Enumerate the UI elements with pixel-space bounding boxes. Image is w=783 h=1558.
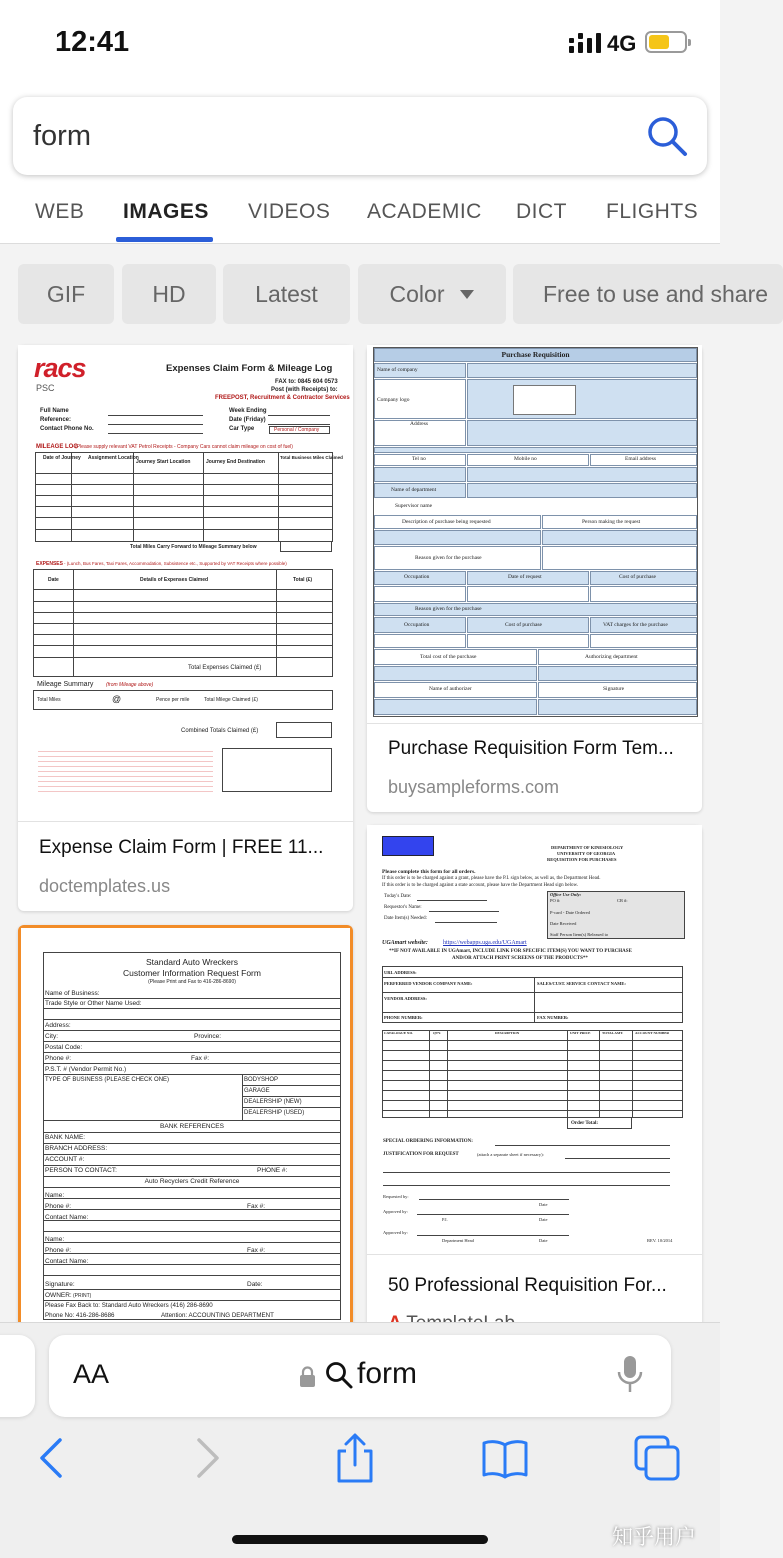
credit-name-1: Name: [45,1192,65,1199]
address-bar[interactable] [49,1335,671,1417]
result-thumbnail[interactable] [21,928,350,1328]
credit-phone-2: Phone #: [45,1247,72,1254]
pr-vat: VAT charges for the purchase [603,622,668,628]
uga-date-2: Date [539,1217,548,1222]
row-date: Date: [247,1281,263,1288]
mileage-summary-label: Mileage Summary [37,681,94,688]
share-icon[interactable] [330,1433,380,1483]
uga-justification: JUSTIFICATION FOR REQUEST [383,1152,459,1157]
pr-date-of-request: Date of request [508,574,542,580]
filter-label: Color [389,280,445,307]
search-box [13,97,707,175]
pr-authorizing-dept: Authorizing department [585,654,638,660]
field-reference: Reference: [40,417,72,423]
uga-vendor-company: PERFERRED VENDOR COMPANY NAME: [384,981,473,986]
uga-date-received: Date Received [550,921,577,926]
uga-sales: SALES/CUST. SERVICE CONTACT NAME: [537,981,626,986]
tab-flights[interactable]: FLIGHTS [606,200,699,223]
pr-signature: Signature [603,686,625,692]
address-line: FREEPOST, Recruitment & Contractor Services [215,395,350,401]
row-bank-name: BANK NAME: [45,1134,86,1141]
filter-label: Free to use and share [543,280,769,307]
field-full-name: Full Name [40,408,69,414]
forward-icon[interactable] [182,1433,232,1483]
uga-col-account: ACCOUNT NUMBER [635,1031,670,1035]
pr-authorizer: Name of authorizer [429,686,472,692]
uga-requested-by: Requested by: [383,1194,409,1199]
total-expenses-label: Total Expenses Claimed (£) [188,665,262,671]
uga-url: URL ADDRESS: [384,970,417,975]
result-card-auto-wreckers[interactable] [18,925,353,1325]
row-person-to-contact: PERSON TO CONTACT: [45,1167,117,1174]
uga-fax: FAX NUMBER: [537,1015,569,1020]
total-mileage-claimed: Total Milege Claimed (£) [204,697,258,703]
col-journey-end: Journey End Destination [206,459,265,465]
attention-line: Attention: ACCOUNTING DEPARTMENT [161,1312,274,1319]
previous-tab-peek[interactable] [0,1335,35,1417]
uga-ugamart-link: https://webapps.uga.edu/UGAmart [443,940,527,946]
credit-contact-1: Contact Name: [45,1214,89,1221]
phone-no-line: Phone No: 416-286-8686 [45,1312,115,1319]
tab-academic[interactable]: ACADEMIC [367,200,482,223]
search-icon [325,1361,353,1389]
pr-total-cost: Total cost of the purchase [420,654,477,660]
uga-approved-by-1: Approved by: [383,1209,408,1214]
uga-rev: REV. 10/2014 [647,1238,673,1243]
mileage-log-note: - (Please supply relevant VAT Petrol Receipts - Company Cars cannot claim mileage on cost of fuel) [72,444,293,450]
back-icon[interactable] [27,1433,77,1483]
result-thumbnail[interactable] [18,345,353,822]
search-input[interactable] [33,111,633,161]
row-phone: Phone #: [45,1055,72,1062]
col-date-of-journey: Date of Journey [43,455,81,461]
lock-icon [299,1366,316,1388]
form-heading: Expenses Claim Form & Mileage Log [166,363,333,374]
uga-requisition-document [367,825,702,1255]
mileage-log-label: MILEAGE LOG [36,444,78,450]
result-card-purchase-requisition[interactable] [367,345,702,812]
search-tabs [0,192,720,244]
pr-person: Person making the request [582,519,641,525]
uga-approved-by-2: Approved by: [383,1230,408,1235]
filter-color[interactable] [358,264,506,324]
result-title[interactable]: Expense Claim Form | FREE 11... [39,837,324,858]
row-phone-contact: PHONE #: [257,1167,288,1174]
field-car-type: Car Type [229,426,255,432]
uga-order-total: Order Total: [571,1121,598,1126]
row-owner-print: (PRINT) [73,1293,92,1299]
uga-col-catalogue: CATALOGUE NO. [384,1031,414,1035]
filter-hd[interactable] [122,264,216,324]
pr-description: Description of purchase being requested [402,519,491,525]
result-source[interactable]: buysampleforms.com [388,777,560,797]
result-title[interactable]: 50 Professional Requisition For... [388,1275,667,1296]
search-icon[interactable] [646,115,688,157]
at-sign: @ [112,694,122,704]
post-line: Post (with Receipts) to: [271,387,338,393]
uga-grant: If this order is to be charged against a grant, please have the P.I. sign below, as well as, the Department Head. [382,876,601,881]
result-card-expense-claim[interactable] [18,345,353,911]
filter-label: Latest [255,280,318,307]
field-date-friday: Date (Friday) [229,417,266,423]
doc-heading-2: Customer Information Request Form [123,968,261,978]
uga-todays-date: Today's Date: [384,894,412,899]
uga-staff: Staff Person Item(s) Released to [550,932,609,937]
search-header [0,88,720,244]
row-account: ACCOUNT #: [45,1156,85,1163]
pr-email: Email address [625,456,657,462]
carry-forward: Total Miles Carry Forward to Mileage Summary below [130,544,257,550]
row-province: Province: [194,1033,222,1040]
network-label: 4G [607,31,637,56]
uga-if-not: **IF NOT AVAILABLE IN UGAmart, INCLUDE LINK FOR SPECIFIC ITEM(S) YOU WANT TO PURCHASE [389,949,632,954]
tab-web[interactable]: WEB [35,200,85,223]
bookmarks-icon[interactable] [480,1433,530,1483]
uga-univ: UNIVERSITY OF GEORGIA [557,851,616,856]
address-query: form [357,1357,417,1390]
col-assignment-location: Assignment Location [88,455,139,461]
uga-complete: Please complete this form for all orders. [382,869,476,875]
browser-toolbar [0,1322,720,1558]
row-type-of-business: TYPE OF BUSINESS (PLEASE CHECK ONE) [45,1077,170,1083]
fax-line: FAX to: 0845 604 0573 [275,379,338,385]
row-name-of-business: Name of Business: [45,990,100,997]
mileage-summary-note: (from Mileage above) [106,682,154,688]
doc-subheading: (Please Print and Fax to 416-286-8690) [148,979,236,985]
tab-dict[interactable]: DICT [516,200,567,223]
racs-logo-sub: PSC [36,383,55,393]
pr-company-logo: Company logo [377,397,410,403]
uga-pi: P.I. [442,1217,448,1222]
pr-reason-2: Reason given for the purchase [415,606,482,612]
row-branch-address: BRANCH ADDRESS: [45,1145,108,1152]
uga-date-1: Date [539,1202,548,1207]
battery-icon [645,31,687,53]
col-date: Date [48,577,59,583]
expenses-note: - (Lunch, Bus Fares, Taxi Fares, Accommodation, Subsistence etc., Supported by VAT Receipts where possible) [64,561,287,566]
pr-address: Address [410,421,429,427]
result-thumbnail[interactable] [367,825,702,1255]
pr-tel-no: Tel no [412,456,426,462]
microphone-icon[interactable] [617,1355,643,1395]
uga-dept-head: Department Head [442,1238,474,1243]
col-total-miles: Total Business Miles Claimed [280,455,343,460]
col-journey-start: Journey Start Location [136,459,191,465]
tabs-icon[interactable] [632,1433,682,1483]
uga-attach: AND/OR ATTACH PRINT SCREENS OF THE PRODUCTS** [452,956,588,961]
row-postal-code: Postal Code: [45,1044,83,1051]
field-week-ending: Week Ending [229,408,267,414]
uga-vendor-address: VENDOR ADDRESS: [384,996,427,1001]
row-trade-style: Trade Style or Other Name Used: [45,1000,142,1007]
credit-phone-1: Phone #: [45,1203,72,1210]
uga-requestor: Requestor's Name: [384,905,422,910]
col-details: Details of Expenses Claimed [140,577,209,583]
customer-info-document [21,928,350,1328]
uga-date-needed: Date Item(s) Needed: [384,916,428,921]
pr-cost-2: Cost of purchase [505,622,542,628]
result-source[interactable]: doctemplates.us [39,876,171,896]
signal-icon [569,33,601,53]
combined-totals: Combined Totals Claimed (£) [181,728,259,734]
col-total: Total (£) [293,577,313,583]
uga-ugamart: UGAmart website: [382,940,428,946]
row-owner: OWNER: [45,1292,72,1299]
home-indicator [232,1535,488,1544]
total-miles-label: Total Miles [37,697,61,703]
uga-cr: CR #: [617,898,628,903]
expenses-label: EXPENSES [36,561,63,567]
pr-name-of-company: Name of company [377,367,418,373]
uga-office-use: Office Use Only: [550,892,582,897]
row-signature: Signature: [45,1281,75,1288]
reader-options-button[interactable]: AA [73,1359,110,1389]
status-bar [0,0,720,88]
credit-reference-label: Auto Recyclers Credit Reference [144,1178,240,1185]
uga-state: If this order is to be charged against a state account, please have the Department Head sign below. [382,883,579,888]
credit-contact-2: Contact Name: [45,1258,89,1265]
type-bodyshop: BODYSHOP [244,1077,279,1083]
pr-cost-1: Cost of purchase [619,574,656,580]
uga-col-total-amt: TOTAL AMT. [602,1031,624,1035]
uga-col-qty: QTY. [433,1031,442,1035]
type-garage: GARAGE [244,1088,270,1094]
declaration-text [38,747,213,792]
purchase-requisition-document [367,345,702,724]
type-dealership-used: DEALERSHIP (USED) [244,1110,305,1116]
filter-label: GIF [46,280,86,307]
watermark: 知乎用户 [612,1526,696,1549]
pence-per-mile: Pence per mile [156,697,190,703]
doc-heading-1: Standard Auto Wreckers [146,957,238,967]
uga-special: SPECIAL ORDERING INFORMATION: [383,1139,473,1144]
tab-images[interactable]: IMAGES [123,200,209,223]
uga-date-3: Date [539,1238,548,1243]
filter-latest[interactable] [223,264,350,324]
pr-department: Name of department [391,487,437,493]
credit-fax-1: Fax #: [247,1203,266,1210]
pr-heading: Purchase Requisition [501,350,570,359]
result-thumbnail[interactable] [367,345,702,724]
pr-mobile-no: Mobile no [514,456,537,462]
tab-videos[interactable]: VIDEOS [248,200,331,223]
uga-pcard: P-card - Date Ordered [550,910,590,915]
uga-col-unit-price: UNIT PRICE [570,1031,591,1035]
filter-chips [0,264,769,324]
row-city: City: [45,1033,58,1040]
uga-phone: PHONE NUMBER: [384,1015,423,1020]
fax-back-line: Please Fax Back to: Standard Auto Wreckers (416) 286-8690 [45,1302,213,1309]
pr-occupation-1: Occupation [404,574,430,580]
uga-justification-note: (attach a separate sheet if necessary): [477,1152,544,1157]
bank-references-label: BANK REFERENCES [160,1123,224,1130]
status-time: 12:41 [55,26,130,58]
pr-supervisor: Supervisor name [395,503,433,509]
expense-form-document [18,345,353,822]
pr-reason-1: Reason given for the purchase [415,555,482,561]
uga-col-description: DESCRIPTION [495,1031,520,1035]
result-title[interactable]: Purchase Requisition Form Tem... [388,738,674,759]
row-pst: P.S.T. # (Vendor Permit No.) [45,1066,127,1073]
credit-name-2: Name: [45,1236,65,1243]
active-tab-indicator [116,237,213,242]
row-fax: Fax #: [191,1055,210,1062]
uga-req: REQUISITION FOR PURCHASES [547,857,617,862]
field-contact-phone: Contact Phone No. [40,426,94,432]
uga-po: PO #: [550,898,561,903]
chevron-down-icon [460,290,474,299]
type-dealership-new: DEALERSHIP (NEW) [244,1099,302,1105]
filter-label: HD [152,280,186,307]
filter-gif[interactable] [18,264,114,324]
credit-fax-2: Fax #: [247,1247,266,1254]
racs-logo: racs [34,353,86,383]
blue-swatch [382,836,434,856]
car-type-value: Personal / Company [274,427,320,433]
row-address: Address: [45,1022,71,1029]
pr-occupation-2: Occupation [404,622,430,628]
filter-free-to-use[interactable] [513,264,783,324]
result-card-requisition-forms[interactable] [367,825,702,1325]
uga-dept: DEPARTMENT OF KINESIOLOGY [551,845,624,850]
